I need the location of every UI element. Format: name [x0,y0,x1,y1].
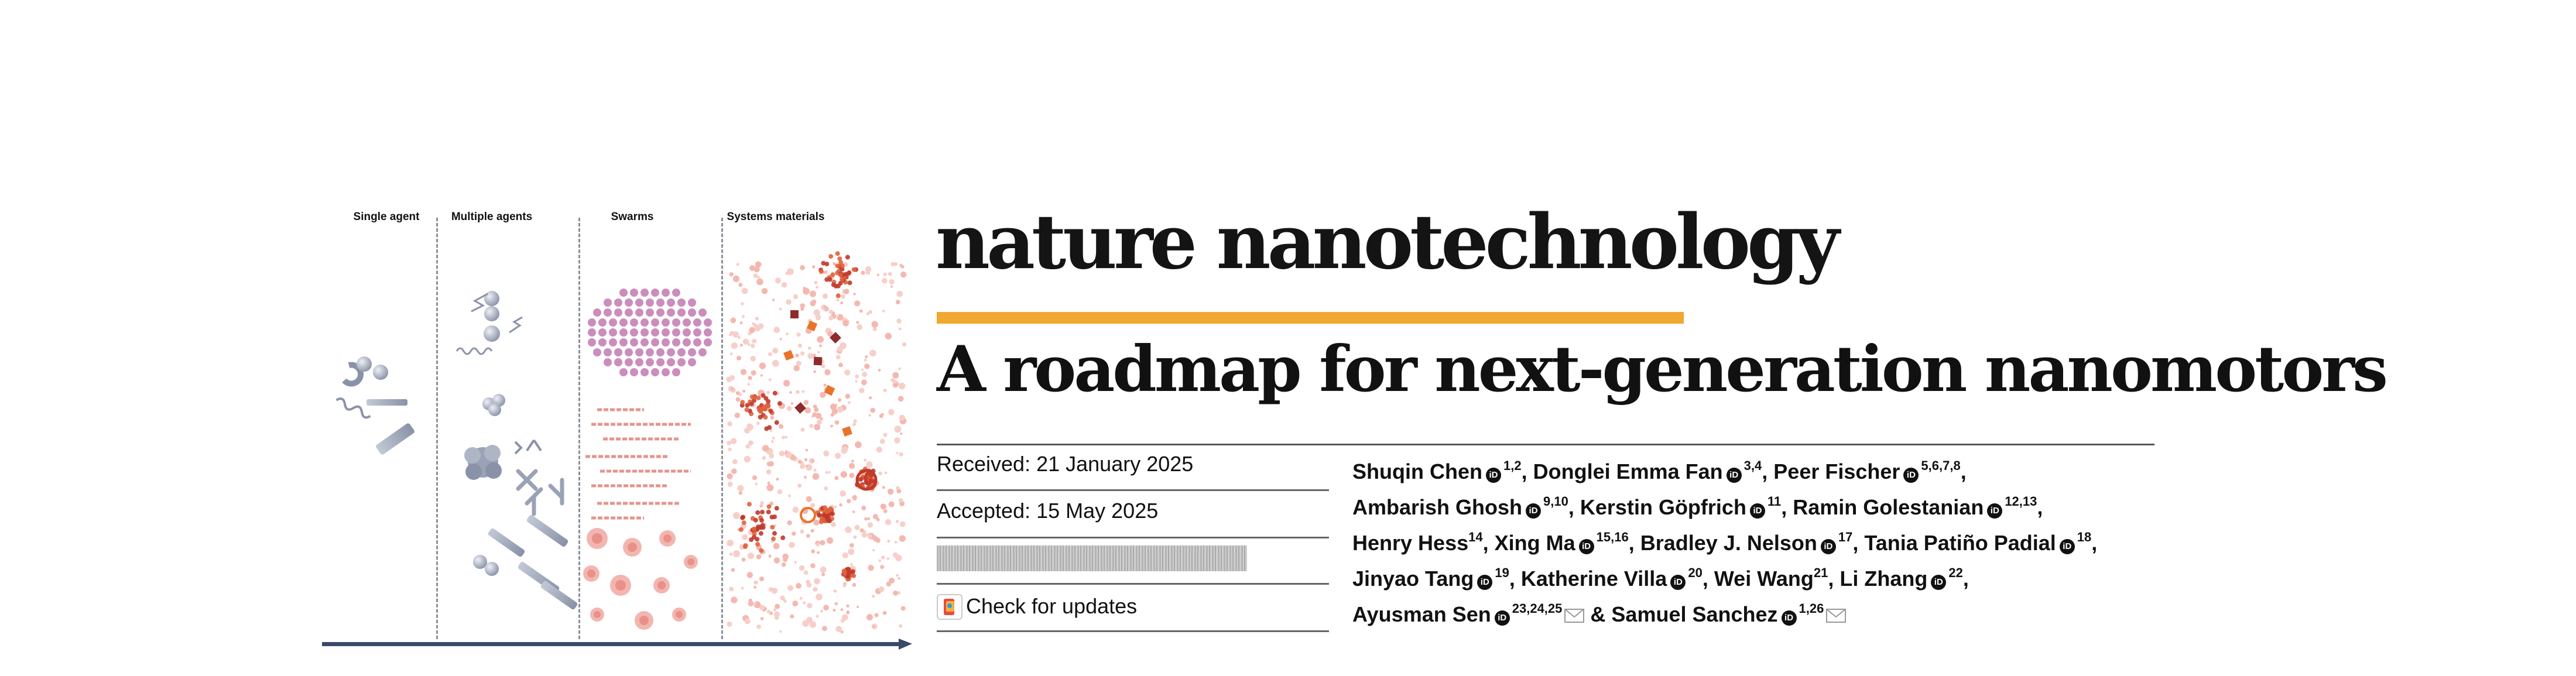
author-entry [1864,531,2097,555]
author-entry [1352,495,1574,519]
accepted-date: Accepted: 15 May 2025 [937,499,1159,523]
author-name[interactable]: Ramin Golestanian [1793,495,1984,519]
author-name[interactable]: Samuel Sanchez [1611,602,1778,626]
author-separator: , [1482,531,1489,555]
author-entry [1580,495,1787,519]
author-name[interactable]: Bradley J. Nelson [1640,531,1817,555]
column-title-swarms: Swarms [611,211,654,223]
author-name[interactable]: Xing Ma [1494,531,1575,555]
author-separator: , [1628,531,1635,555]
author-entry [1793,495,2043,519]
author-entry [1773,459,1966,483]
article-title: A roadmap for next-generation nanomotors [937,332,2386,406]
author-separator: , [1568,495,1574,519]
divider [937,537,1329,538]
divider [937,489,1329,491]
affiliation-numbers: 22 [1948,565,1963,580]
orcid-icon[interactable]: iD [1526,503,1541,519]
affiliation-numbers: 23,24,25 [1512,601,1563,616]
affiliation-numbers: 9,10 [1543,494,1568,509]
author-separator: , [1962,567,1969,591]
affiliation-numbers: 17 [1838,530,1853,544]
orcid-icon[interactable]: iD [1987,503,2002,519]
author-name[interactable]: Peer Fischer [1773,459,1900,483]
affiliation-numbers: 14 [1468,530,1483,544]
author-entry [1495,531,1635,555]
orcid-icon[interactable]: iD [1931,575,1946,590]
author-entry [1521,567,1708,591]
author-line [1352,522,2160,558]
author-name[interactable]: Ambarish Ghosh [1352,495,1523,519]
divider [937,630,1329,632]
author-line [1352,593,2160,629]
orcid-icon[interactable]: iD [1579,539,1594,554]
orcid-icon[interactable]: iD [1782,610,1797,626]
affiliation-numbers: 1,2 [1503,458,1522,473]
affiliation-numbers: 1,26 [1799,601,1824,616]
author-entry [1533,459,1768,483]
graphical-abstract-figure [316,211,913,656]
orcid-icon[interactable]: iD [1670,575,1686,590]
author-entry [1839,567,1968,591]
swarms-illustration [583,289,712,630]
orcid-icon[interactable]: iD [1495,610,1510,626]
orcid-icon[interactable]: iD [1750,503,1765,519]
orcid-icon[interactable]: iD [1727,468,1742,483]
progression-arrow [322,639,912,650]
journal-accent-bar [937,312,1684,324]
author-entry [1611,602,1846,626]
divider [937,583,1329,585]
author-name[interactable]: Jinyao Tang [1352,567,1474,591]
author-list [1352,451,2160,629]
author-entry [1352,531,1489,555]
column-title-single-agent: Single agent [353,211,420,223]
author-name[interactable]: Henry Hess [1352,531,1469,555]
affiliation-numbers: 3,4 [1743,458,1762,473]
author-line [1352,451,2160,486]
affiliation-numbers: 18 [2077,530,2092,544]
author-name[interactable]: Katherine Villa [1520,567,1667,591]
column-title-systems-materials: Systems materials [727,211,825,223]
author-separator: , [2091,531,2098,555]
orcid-icon[interactable]: iD [1486,468,1501,483]
journal-name: nature nanotechnology [936,198,1836,286]
systems-materials-illustration [726,251,906,633]
orcid-icon[interactable]: iD [1477,575,1492,590]
orcid-icon[interactable]: iD [1821,539,1836,554]
orcid-icon[interactable]: iD [1903,468,1919,483]
affiliation-numbers: 19 [1495,565,1509,580]
author-separator: , [1852,531,1859,555]
column-title-multiple-agents: Multiple agents [451,211,533,223]
received-date: Received: 21 January 2025 [937,452,1194,476]
author-separator: , [1762,459,1768,483]
author-separator: , [2037,495,2043,519]
author-separator: & [1584,602,1606,626]
title-divider [937,444,2154,445]
email-icon[interactable] [1826,609,1846,623]
author-entry [1352,459,1527,483]
author-name[interactable]: Shuqin Chen [1352,459,1482,483]
author-entry [1714,567,1834,591]
author-name[interactable]: Wei Wang [1714,567,1814,591]
affiliation-numbers: 11 [1767,494,1782,509]
check-updates-icon[interactable] [937,594,962,620]
affiliation-numbers: 12,13 [2005,494,2037,509]
author-separator: , [1960,459,1967,483]
author-separator: , [1509,567,1515,591]
author-separator: , [1702,567,1708,591]
author-separator: , [1828,567,1834,591]
author-name[interactable]: Donglei Emma Fan [1533,459,1723,483]
author-line [1352,486,2160,522]
author-separator: , [1521,459,1527,483]
author-name[interactable]: Ayusman Sen [1352,602,1491,626]
affiliation-numbers: 20 [1688,565,1703,580]
affiliation-numbers: 5,6,7,8 [1921,458,1961,473]
figure-artwork [316,211,913,656]
affiliation-numbers: 15,16 [1596,530,1629,544]
check-updates-link[interactable]: Check for updates [966,594,1138,618]
author-line [1352,558,2160,593]
orcid-icon[interactable]: iD [2060,539,2075,554]
author-name[interactable]: Kerstin Göpfrich [1580,495,1746,519]
author-entry [1352,602,1605,626]
author-entry [1640,531,1859,555]
author-entry [1352,567,1515,591]
author-name[interactable]: Li Zhang [1839,567,1928,591]
redacted-doi-bar [937,545,1247,571]
author-separator: , [1781,495,1787,519]
single-agent-illustration [335,356,415,455]
affiliation-numbers: 21 [1813,565,1828,580]
email-icon[interactable] [1564,609,1584,623]
multiple-agents-illustration [457,291,578,610]
author-name[interactable]: Tania Patiño Padial [1864,531,2056,555]
